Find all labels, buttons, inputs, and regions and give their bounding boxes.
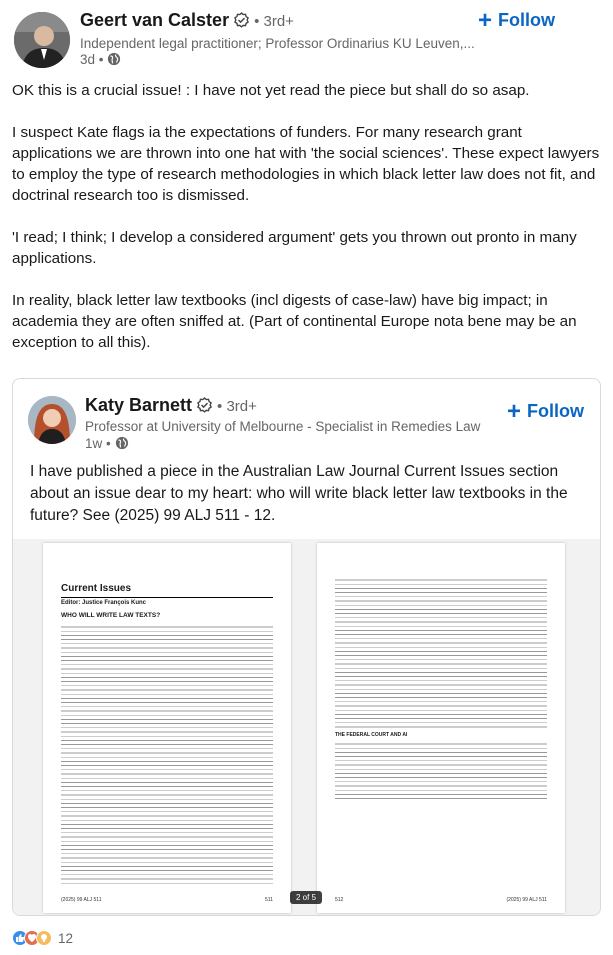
post-paragraph: I suspect Kate flags ia the expectations of funders. For many research grant applications we are thrown into one hat with 'the social sciences'. These expect lawyers to employ the type of research methodologies in which black letter law does not fit, and doctrinal research too is dismissed.: [12, 124, 600, 204]
author-name[interactable]: Geert van Calster: [80, 10, 230, 30]
page-heading: Current Issues: [61, 583, 132, 594]
plus-icon: +: [507, 397, 522, 425]
article-title: WHO WILL WRITE LAW TEXTS?: [61, 612, 161, 619]
follow-button[interactable]: [478, 6, 556, 34]
post-paragraph: In reality, black letter law textbooks (incl digests of case-law) have big impact; in academia they are often sniffed at. (Part of continental Europe nota bene may be an exception to all this).: [12, 292, 577, 351]
shared-post-card[interactable]: [12, 378, 601, 916]
page-body-text: [61, 625, 273, 885]
footer-right: (2025) 99 ALJ 511: [506, 897, 547, 903]
footer-left: 512: [335, 897, 344, 903]
page-footer: [61, 897, 273, 903]
globe-icon: [107, 52, 121, 69]
page-running-head: [335, 565, 565, 570]
page-body-text: [335, 578, 547, 728]
shared-author-name-row[interactable]: [85, 395, 257, 419]
page-footer: [335, 897, 547, 903]
post-paragraph: OK this is a crucial issue! : I have not yet read the piece but shall do so asap.: [12, 82, 530, 99]
footer-left: (2025) 99 ALJ 511: [61, 897, 102, 903]
shared-follow-button[interactable]: [507, 397, 585, 425]
post-header: [12, 6, 601, 72]
insightful-icon: [36, 930, 52, 946]
shared-post-time: 1w •: [85, 436, 111, 451]
page-editor: Editor: Justice François Kunc: [61, 600, 147, 606]
footer-right: 511: [265, 897, 273, 903]
follow-label: Follow: [527, 401, 585, 421]
shared-post-text: I have published a piece in the Australian Law Journal Current Issues section about an issue dear to my heart: who will write black letter law textbooks in the future? See (2025) 99 ALJ 511 - 12.: [30, 463, 568, 524]
reaction-count[interactable]: 12: [58, 930, 74, 946]
reactions-bar[interactable]: [12, 928, 73, 948]
page-indicator: 2 of 5: [290, 891, 322, 904]
verified-icon: [233, 12, 250, 34]
post-text: [12, 80, 604, 374]
section-heading: THE FEDERAL COURT AND AI: [335, 732, 408, 738]
post-time: 3d •: [80, 52, 104, 67]
follow-label: Follow: [498, 10, 556, 30]
verified-icon: [196, 397, 213, 419]
author-avatar[interactable]: [14, 12, 70, 68]
plus-icon: +: [478, 6, 493, 34]
post-meta: [80, 52, 121, 69]
shared-author-degree: • 3rd+: [217, 398, 257, 415]
shared-post-header: [13, 379, 600, 449]
page-body-text: [335, 742, 547, 802]
shared-author-avatar[interactable]: [28, 396, 76, 444]
shared-author-headline: Professor at University of Melbourne - Specialist in Remedies Law: [85, 419, 481, 434]
divider: [61, 597, 273, 598]
shared-author-name[interactable]: Katy Barnett: [85, 395, 193, 415]
author-name-row[interactable]: [80, 10, 294, 34]
post-paragraph: 'I read; I think; I develop a considered argument' gets you thrown out pronto in many applications.: [12, 229, 577, 267]
author-headline: Independent legal practitioner; Professor Ordinarius KU Leuven,...: [80, 36, 475, 51]
document-page-1: [43, 543, 291, 913]
document-viewer[interactable]: [13, 539, 600, 916]
globe-icon: [115, 436, 129, 453]
document-page-2: [317, 543, 565, 913]
shared-post-meta: [85, 436, 129, 453]
author-degree: • 3rd+: [254, 13, 294, 30]
